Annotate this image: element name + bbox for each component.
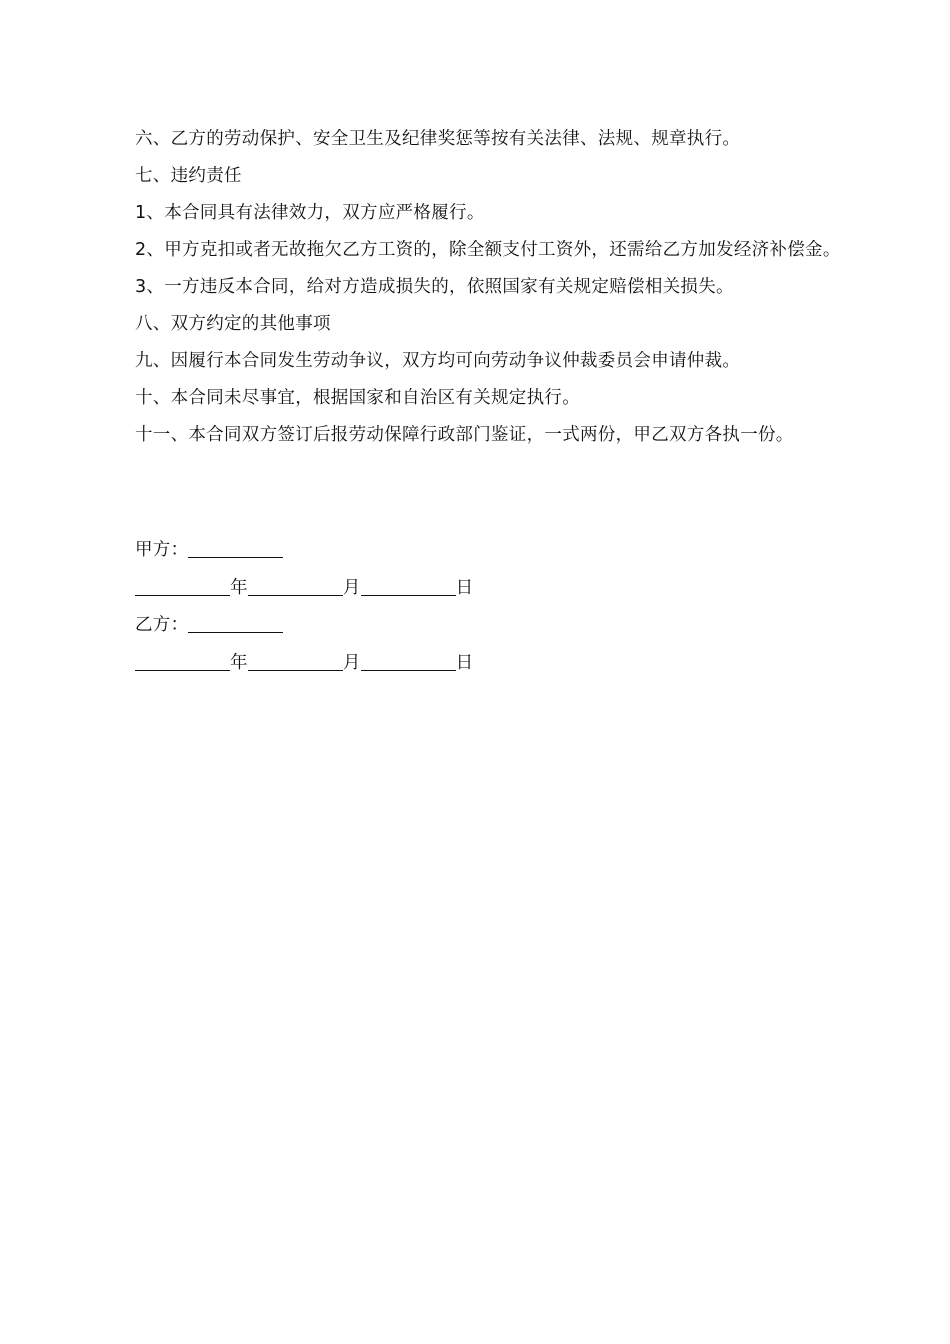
year-label: 年 — [230, 577, 248, 598]
party-a-label: 甲方： — [135, 540, 189, 560]
clause-7-item-2: 2、甲方克扣或者无故拖欠乙方工资的，除全额支付工资外，还需给乙方加发经济补偿金。 — [135, 240, 841, 260]
clause-7-item-3: 3、一方违反本合同，给对方造成损失的，依照国家有关规定赔偿相关损失。 — [135, 277, 734, 297]
party-b-label: 乙方： — [135, 615, 189, 635]
party-b-month-blank[interactable] — [248, 669, 343, 671]
party-a-day-blank[interactable] — [361, 594, 456, 596]
contract-body — [116, 121, 846, 454]
clause-7-heading: 七、违约责任 — [135, 166, 242, 186]
party-b-date-line — [135, 645, 735, 683]
day-label: 日 — [455, 652, 474, 673]
clause-8: 八、双方约定的其他事项 — [135, 314, 331, 334]
party-b-year-blank[interactable] — [135, 669, 230, 671]
party-a-year-blank[interactable] — [135, 594, 230, 596]
clause-11: 十一、本合同双方签订后报劳动保障行政部门鉴证，一式两份，甲乙双方各执一份。 — [135, 425, 794, 445]
party-b-line — [135, 607, 735, 645]
party-a-month-blank[interactable] — [248, 594, 343, 596]
day-label: 日 — [455, 577, 474, 598]
year-label: 年 — [230, 652, 248, 673]
party-a-date-line — [135, 570, 735, 608]
party-a-blank[interactable] — [188, 556, 283, 558]
clause-10: 十、本合同未尽事宜，根据国家和自治区有关规定执行。 — [135, 388, 580, 408]
clause-6: 六、乙方的劳动保护、安全卫生及纪律奖惩等按有关法律、法规、规章执行。 — [135, 129, 741, 149]
signature-block — [135, 532, 735, 682]
clause-9: 九、因履行本合同发生劳动争议，双方均可向劳动争议仲裁委员会申请仲裁。 — [135, 351, 741, 371]
party-a-line — [135, 532, 735, 570]
party-b-blank[interactable] — [188, 631, 283, 633]
month-label: 月 — [342, 652, 361, 673]
clause-7-item-1: 1、本合同具有法律效力，双方应严格履行。 — [135, 203, 485, 223]
party-b-day-blank[interactable] — [361, 669, 456, 671]
month-label: 月 — [342, 577, 361, 598]
